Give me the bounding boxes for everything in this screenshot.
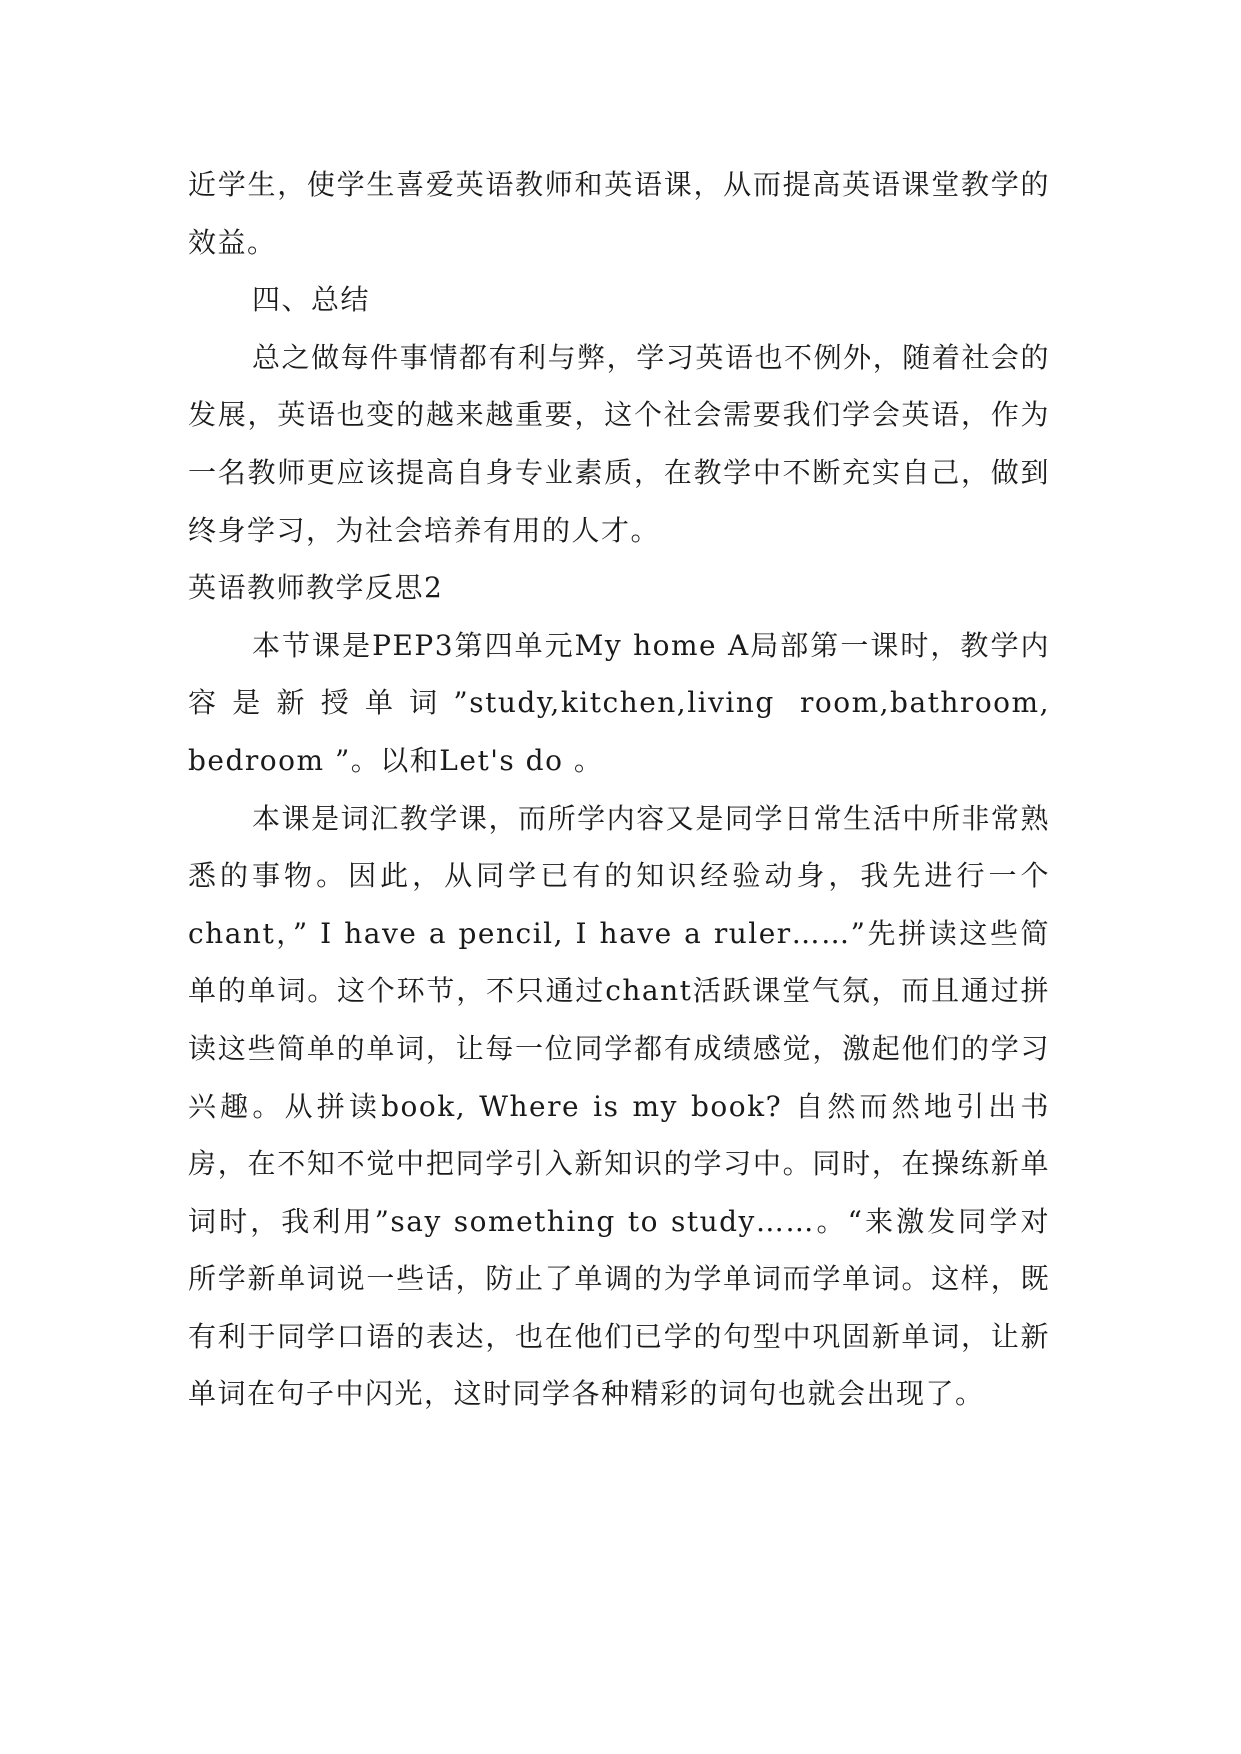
paragraph: 本节课是PEP3第四单元My home A局部第一课时，教学内容是新授单词”study,kitchen,living room,bathroom, bedroom ”。以和Let's do 。 [188,628,1050,777]
paragraph: 本课是词汇教学课，而所学内容又是同学日常生活中所非常熟悉的事物。因此，从同学已有的知识经验动身，我先进行一个chant，” I have a pencil, I have a ruler……”先拼读这些简单的单词。这个环节，不只通过chant活跃课堂气氛，而且通过拼读这些简单的单词，让每一位同学都有成绩感觉，激起他们的学习兴趣。从拼读book, Where is my book? 自然而然地引出书房，在不知不觉中把同学引入新知识的学习中。同时，在操练新单词时，我利用”say something to study……。“来激发同学对所学新单词说一些话，防止了单调的为学单词而学单词。这样，既有利于同学口语的表达，也在他们已学的句型中巩固新单词，让新单词在句子中闪光，这时同学各种精彩的词句也就会出现了。 [188,801,1050,1411]
paragraph: 总之做每件事情都有利与弊，学习英语也不例外，随着社会的发展，英语也变的越来越重要，这个社会需要我们学会英语，作为一名教师更应该提高自身专业素质，在教学中不断充实自己，做到终身学习，为社会培养有用的人才。 [188,340,1050,547]
paragraph: 近学生，使学生喜爱英语教师和英语课，从而提高英语课堂教学的效益。 [188,168,1050,259]
section-heading-summary: 四、总结 [252,283,371,317]
document-body [188,156,1050,1423]
section-title: 英语教师教学反思2 [188,571,444,605]
